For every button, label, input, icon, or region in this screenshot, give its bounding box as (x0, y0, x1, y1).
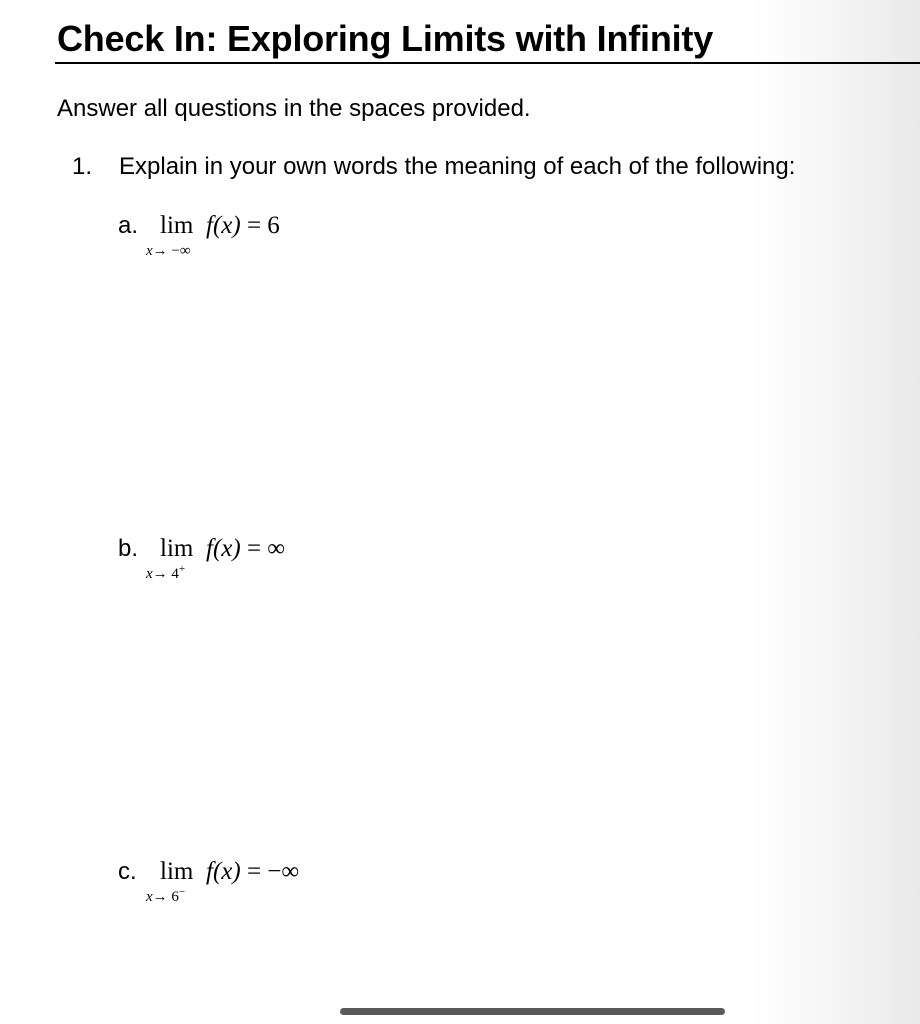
limit-variable: x (146, 566, 153, 582)
part-label: b. (118, 535, 139, 562)
function-name: f (206, 858, 213, 885)
limit-expression (206, 212, 280, 240)
limit-variable: x (146, 243, 153, 259)
part-b (118, 535, 518, 595)
part-a (118, 212, 518, 272)
question-number: 1. (72, 153, 93, 180)
instructions-text: Answer all questions in the spaces provided. (57, 95, 531, 122)
part-label: c. (118, 858, 137, 885)
limit-subscript (146, 240, 191, 260)
limit-expression (206, 858, 299, 886)
part-label: a. (118, 212, 139, 239)
limit-subscript (146, 563, 185, 583)
function-name: f (206, 535, 213, 562)
page-title: Check In: Exploring Limits with Infinity (57, 18, 714, 59)
function-name: f (206, 212, 213, 239)
question-text: Explain in your own words the meaning of each of the following: (119, 153, 796, 180)
function-argument: (x) (212, 858, 241, 885)
limit-expression (206, 535, 285, 563)
limit-value: = −∞ (246, 858, 300, 885)
function-argument: (x) (212, 535, 241, 562)
limit-variable: x (146, 889, 153, 905)
part-c (118, 858, 518, 918)
limit-subscript (146, 886, 185, 906)
limit-direction: + (178, 563, 186, 575)
limit-approach: → 4 (152, 566, 179, 582)
limit-approach: → 6 (152, 889, 179, 905)
limit-value: = ∞ (246, 535, 286, 562)
limit-operator: lim (160, 212, 194, 239)
title-underline (55, 62, 920, 64)
home-indicator-bar[interactable] (340, 1008, 725, 1015)
limit-direction: − (178, 886, 186, 898)
limit-operator: lim (160, 535, 194, 562)
limit-value: = 6 (246, 212, 280, 239)
limit-approach: → −∞ (152, 243, 191, 259)
function-argument: (x) (212, 212, 241, 239)
limit-operator: lim (160, 858, 194, 885)
